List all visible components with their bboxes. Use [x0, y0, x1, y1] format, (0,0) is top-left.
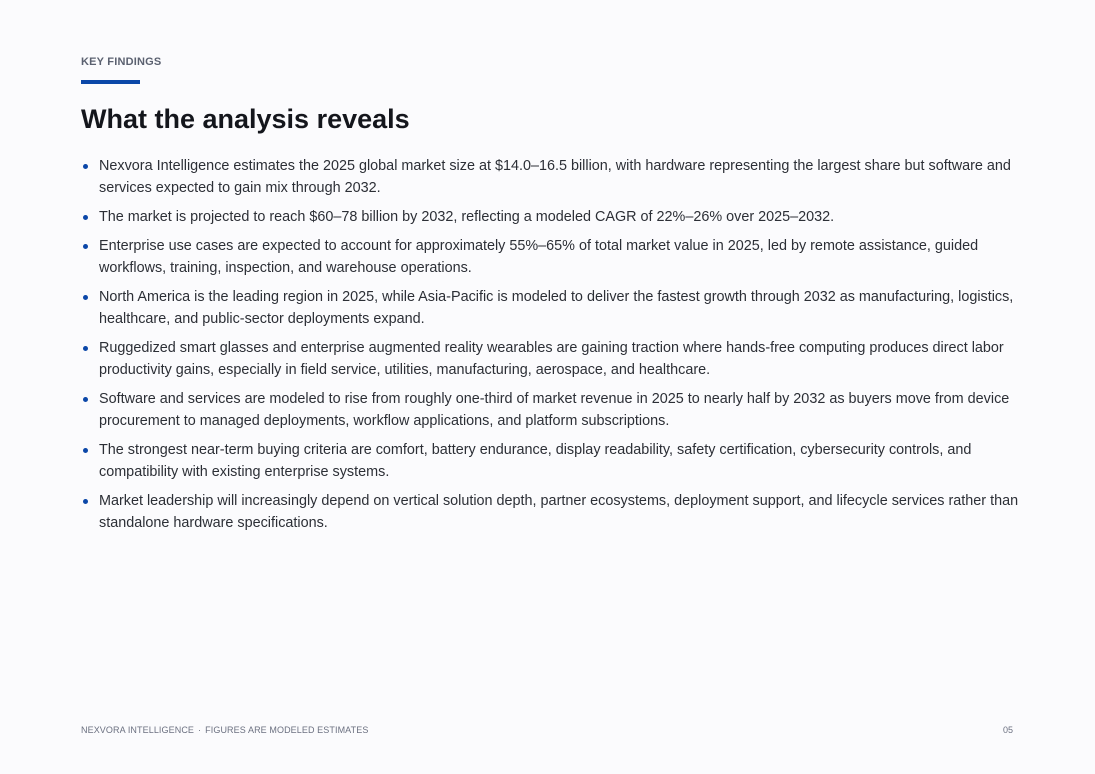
finding-item: [81, 155, 1021, 199]
bullet-dot-icon: [83, 448, 88, 453]
footer-disclaimer: FIGURES ARE MODELED ESTIMATES: [205, 725, 369, 735]
page-title: What the analysis reveals: [81, 104, 410, 134]
finding-text: Nexvora Intelligence estimates the 2025 global market size at $14.0–16.5 billion, with hardware representing the largest share but software and services expected to gain mix through 2032.: [99, 158, 1011, 196]
finding-text: The strongest near-term buying criteria are comfort, battery endurance, display readability, safety certification, cybersecurity controls, and compatibility with existing enterprise systems.: [99, 442, 972, 480]
bullet-dot-icon: [83, 499, 88, 504]
page-number: 05: [1002, 725, 1013, 735]
bullet-dot-icon: [83, 164, 88, 169]
finding-item: [81, 439, 1021, 483]
finding-item: [81, 388, 1021, 432]
footer-brand: NEXVORA INTELLIGENCE: [81, 725, 195, 735]
bullet-dot-icon: [83, 215, 88, 220]
bullet-dot-icon: [83, 295, 88, 300]
finding-text: Ruggedized smart glasses and enterprise augmented reality wearables are gaining traction where hands-free computing produces direct labor productivity gains, especially in field service, utilities, manufacturing, aerospace, and healthcare.: [99, 340, 1004, 378]
finding-item: [81, 286, 1021, 330]
finding-text: The market is projected to reach $60–78 billion by 2032, reflecting a modeled CAGR of 22%–26% over 2025–2032.: [99, 209, 835, 225]
bullet-dot-icon: [83, 397, 88, 402]
finding-item: [81, 235, 1021, 279]
footer-note: [81, 725, 368, 735]
finding-item: [81, 206, 1021, 228]
bullet-dot-icon: [83, 244, 88, 249]
finding-item: [81, 337, 1021, 381]
finding-text: Software and services are modeled to rise from roughly one-third of market revenue in 2025 to nearly half by 2032 as buyers move from device procurement to managed deployments, workflow applications, and platform subscriptions.: [99, 391, 1010, 429]
finding-item: [81, 490, 1021, 534]
accent-bar: [81, 80, 140, 84]
finding-text: Market leadership will increasingly depend on vertical solution depth, partner ecosystems, deployment support, and lifecycle services rather than standalone hardware specifications.: [99, 493, 1019, 531]
finding-text: Enterprise use cases are expected to account for approximately 55%–65% of total market value in 2025, led by remote assistance, guided workflows, training, inspection, and warehouse operations.: [99, 238, 979, 276]
findings-list: [81, 155, 1021, 541]
section-eyebrow: KEY FINDINGS: [81, 56, 162, 68]
footer-separator: ·: [198, 725, 202, 735]
bullet-dot-icon: [83, 346, 88, 351]
finding-text: North America is the leading region in 2025, while Asia-Pacific is modeled to deliver the fastest growth through 2032 as manufacturing, logistics, healthcare, and public-sector deployments expand.: [99, 289, 1014, 327]
